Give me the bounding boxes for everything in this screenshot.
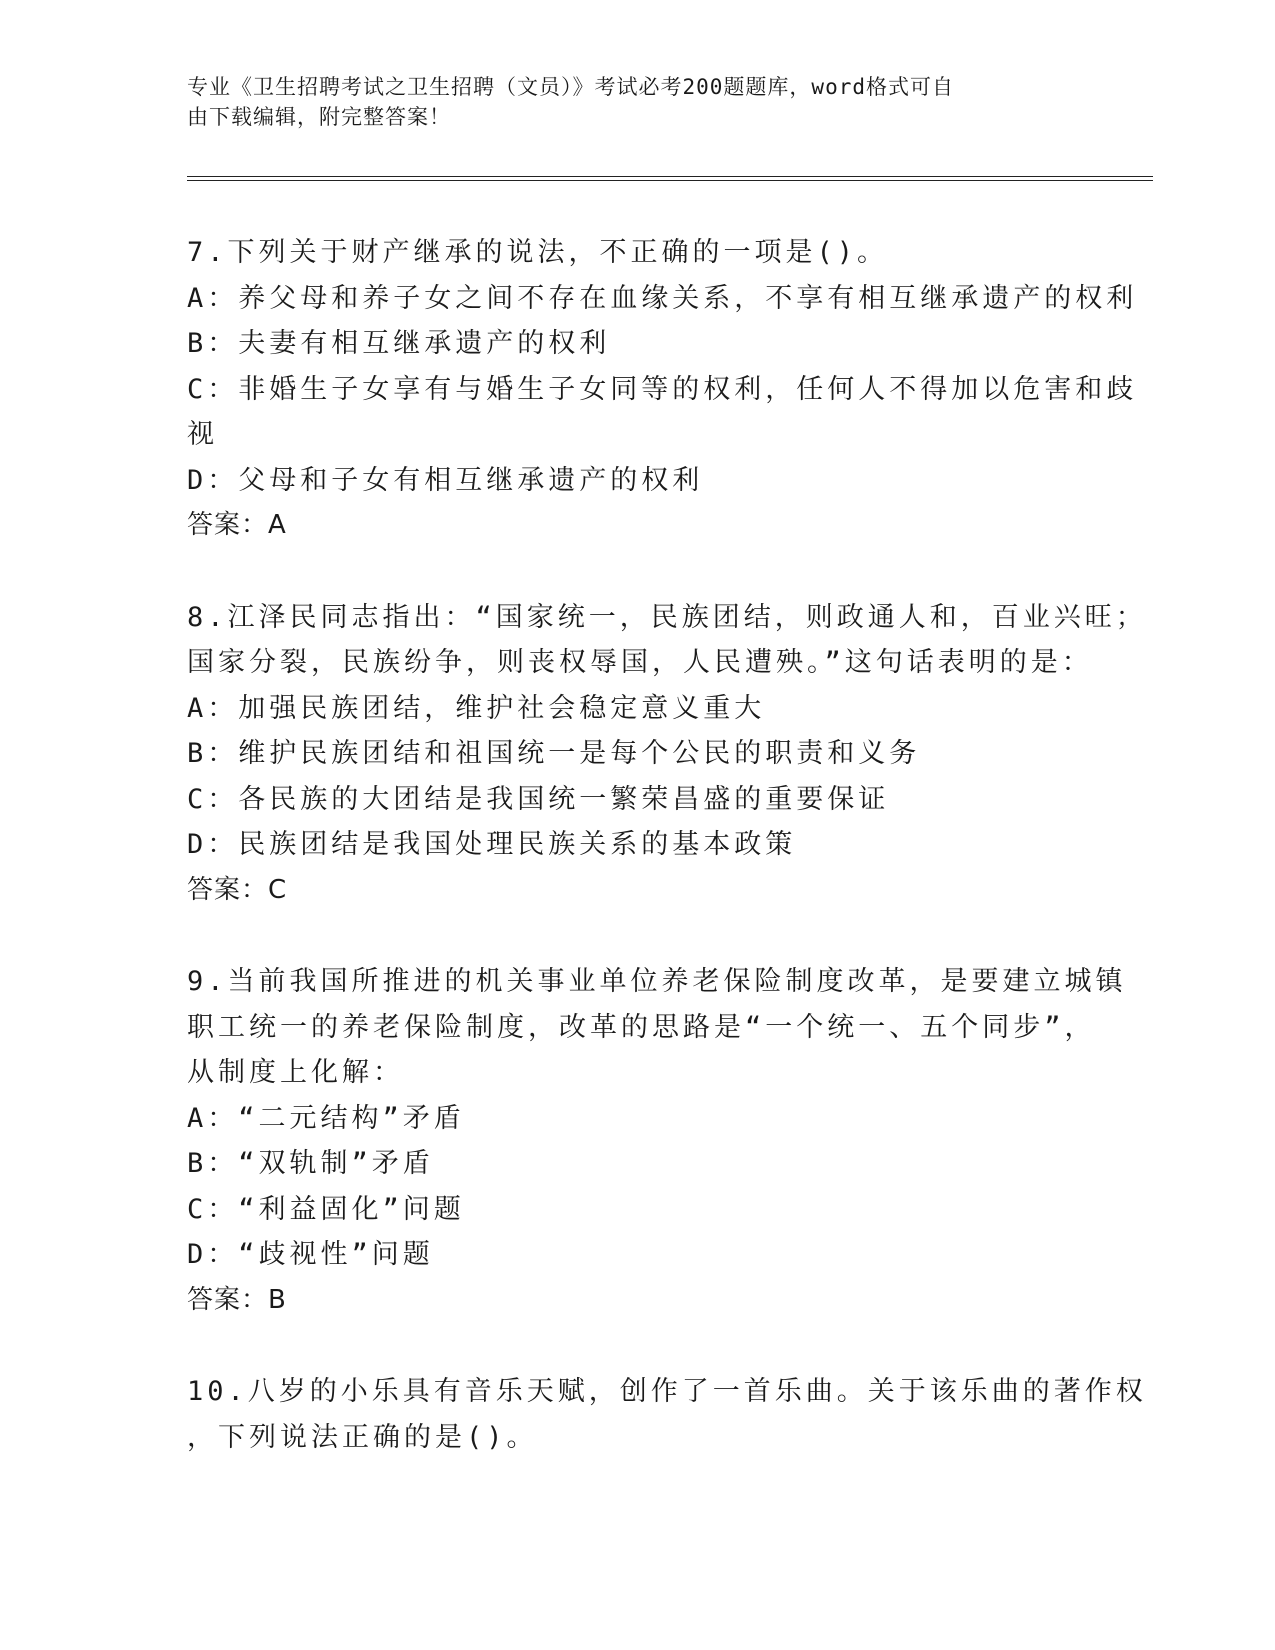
answer-label: 答案：B <box>187 1284 287 1315</box>
question-stem: 10.八岁的小乐具有音乐天赋，创作了一首乐曲。关于该乐曲的著作权 <box>187 1376 1147 1407</box>
option-d: D：父母和子女有相互继承遗产的权利 <box>187 464 704 496</box>
document-header <box>187 72 1067 132</box>
answer-label: 答案：C <box>187 874 288 905</box>
option-d: D：民族团结是我国处理民族关系的基本政策 <box>187 829 797 860</box>
question-spacer <box>187 913 1087 959</box>
header-line-2: 由下载编辑，附完整答案！ <box>187 105 451 129</box>
answer-label: 答案：A <box>187 510 287 540</box>
option-b: B：维护民族团结和祖国统一是每个公民的职责和义务 <box>187 738 921 769</box>
header-line-1: 专业《卫生招聘考试之卫生招聘（文员）》考试必考200题题库，word格式可自 <box>187 75 954 99</box>
option-b: B：夫妻有相互继承遗产的权利 <box>187 328 611 359</box>
question-stem-continued: 国家分裂，民族纷争，则丧权辱国，人民遭殃。”这句话表明的是： <box>187 647 1093 678</box>
question-spacer <box>187 549 1087 595</box>
option-a: A：“二元结构”矛盾 <box>187 1102 465 1134</box>
option-c: C：各民族的大团结是我国统一繁荣昌盛的重要保证 <box>187 783 890 815</box>
header-double-rule <box>187 176 1153 181</box>
option-b: B：“双轨制”矛盾 <box>187 1148 434 1179</box>
option-a: A：加强民族团结，维护社会稳定意义重大 <box>187 692 766 724</box>
question-block <box>187 1369 1147 1460</box>
question-block <box>187 230 1138 549</box>
option-c: C：非婚生子女享有与婚生子女同等的权利，任何人不得加以危害和歧 <box>187 373 1138 405</box>
question-stem-continued: 从制度上化解： <box>187 1057 404 1088</box>
question-stem: 7.下列关于财产继承的说法，不正确的一项是()。 <box>187 237 889 268</box>
option-c-continued: 视 <box>187 419 218 450</box>
question-spacer <box>187 1323 1087 1369</box>
option-d: D：“歧视性”问题 <box>187 1239 434 1270</box>
option-c: C：“利益固化”问题 <box>187 1193 465 1225</box>
question-block <box>187 595 1147 914</box>
option-a: A：养父母和养子女之间不存在血缘关系，不享有相互继承遗产的权利 <box>187 282 1138 314</box>
question-stem-continued: 职工统一的养老保险制度，改革的思路是“一个统一、五个同步”， <box>187 1011 1096 1043</box>
question-stem: 8.江泽民同志指出：“国家统一，民族团结，则政通人和，百业兴旺； <box>187 601 1147 633</box>
question-list <box>187 230 1147 1460</box>
question-stem: 9.当前我国所推进的机关事业单位养老保险制度改革，是要建立城镇 <box>187 966 1127 997</box>
question-stem-continued: ，下列说法正确的是()。 <box>187 1421 538 1453</box>
question-block <box>187 959 1127 1323</box>
